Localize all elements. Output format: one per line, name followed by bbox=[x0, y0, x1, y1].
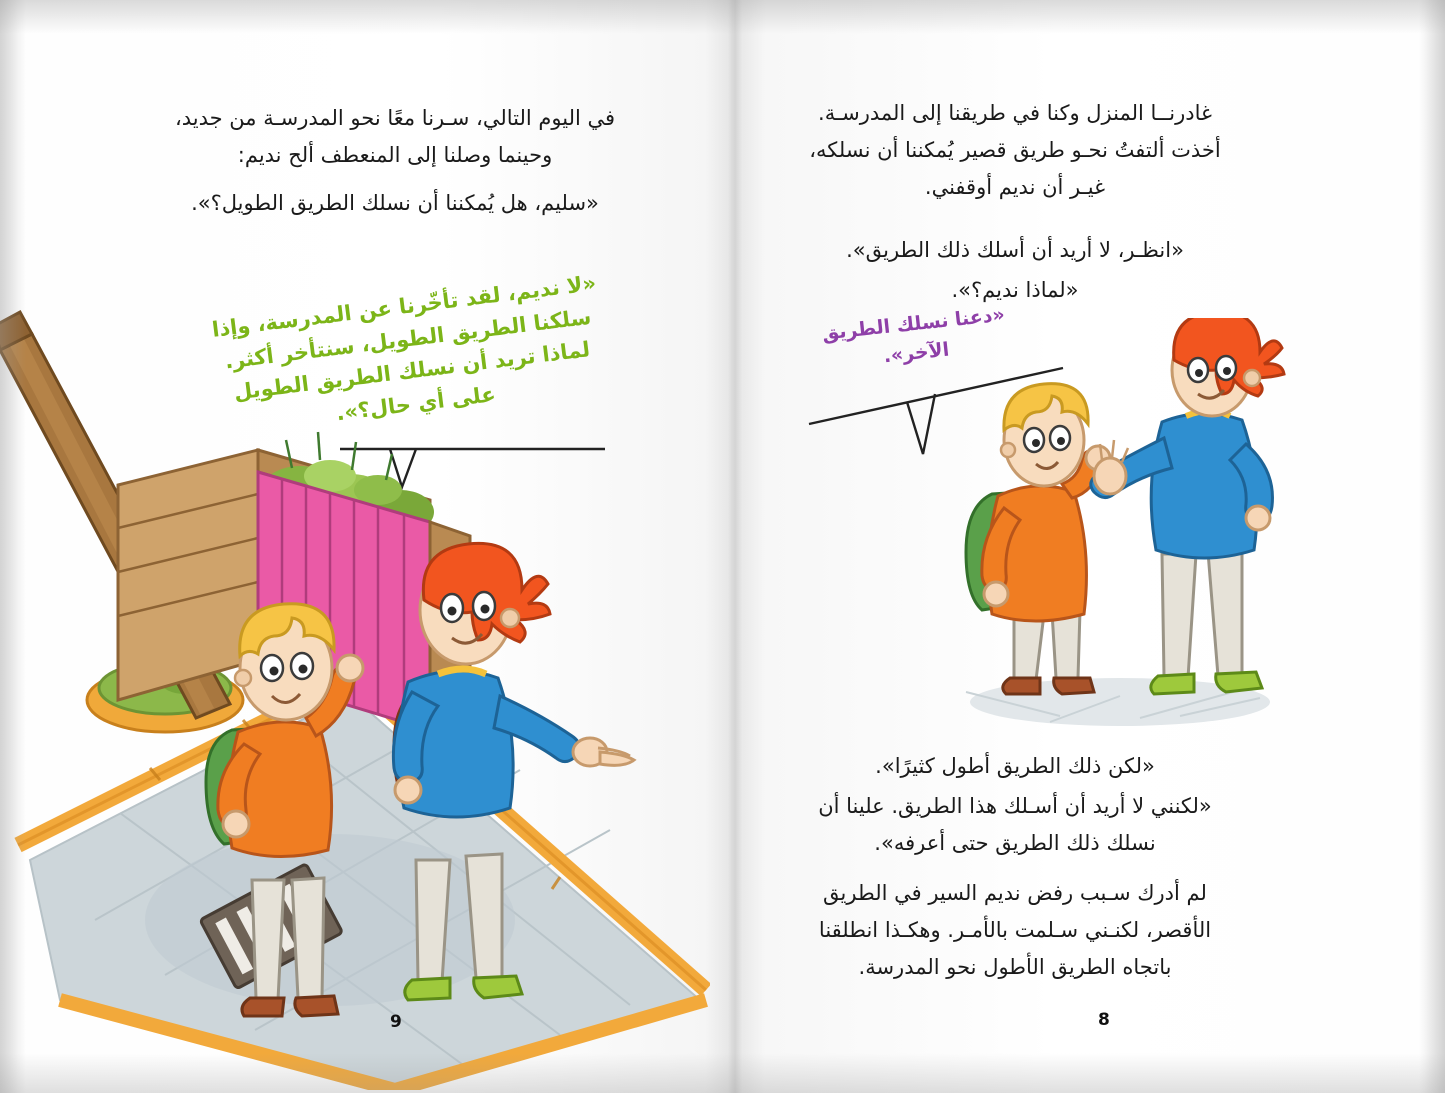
right-boy-blond bbox=[966, 384, 1110, 694]
right-paragraph-1: غادرنــا المنزل وكنا في طريقنا إلى المدرسـة. أخذت ألتفتُ نحـو طريق قصير يُمكننا أن نسلكه، غيـر أن نديم أوقفني. bbox=[809, 101, 1221, 199]
left-page-number: 9 bbox=[390, 1012, 402, 1032]
right-paragraph-3: «لماذا نديم؟». bbox=[951, 278, 1079, 302]
right-boy-redhead bbox=[1091, 318, 1284, 694]
right-paragraph-4: «لكن ذلك الطريق أطول كثيرًا». bbox=[875, 754, 1155, 778]
right-speech-bubble-text: «دعنا نسلك الطريق الآخر». bbox=[821, 303, 1006, 368]
right-illustration bbox=[940, 318, 1300, 738]
right-paragraph-5: «لكنني لا أريد أن أسـلك هذا الطريق. علينا أن نسلك ذلك الطريق حتى أعرفه». bbox=[818, 794, 1212, 855]
left-speech-bubble-text: «لا نديم، لقد تأخّرنا عن المدرسة، وإذا سلكنا الطريق الطويل، سنتأخر أكثر. لماذا تريد أن نسلك الطريق الطويل على أي حال؟». bbox=[210, 270, 598, 425]
left-paragraph-1: في اليوم التالي، سـرنا معًا نحو المدرسـة من جديد، وحينما وصلنا إلى المنعطف ألح نديم: bbox=[174, 106, 616, 167]
right-page-number: 8 bbox=[1098, 1010, 1110, 1030]
right-paragraph-6: لم أدرك سـبب رفض نديم السير في الطريق الأقصر، لكنـني سـلمت بالأمـر. وهكـذا انطلقنا باتجاه الطريق الأطول نحو المدرسة. bbox=[818, 881, 1212, 979]
left-paragraph-2: «سليم، هل يُمكننا أن نسلك الطريق الطويل؟». bbox=[191, 191, 599, 215]
left-illustration bbox=[0, 300, 710, 1090]
right-paragraph-2: «انظـر، لا أريد أن أسلك ذلك الطريق». bbox=[846, 238, 1184, 262]
